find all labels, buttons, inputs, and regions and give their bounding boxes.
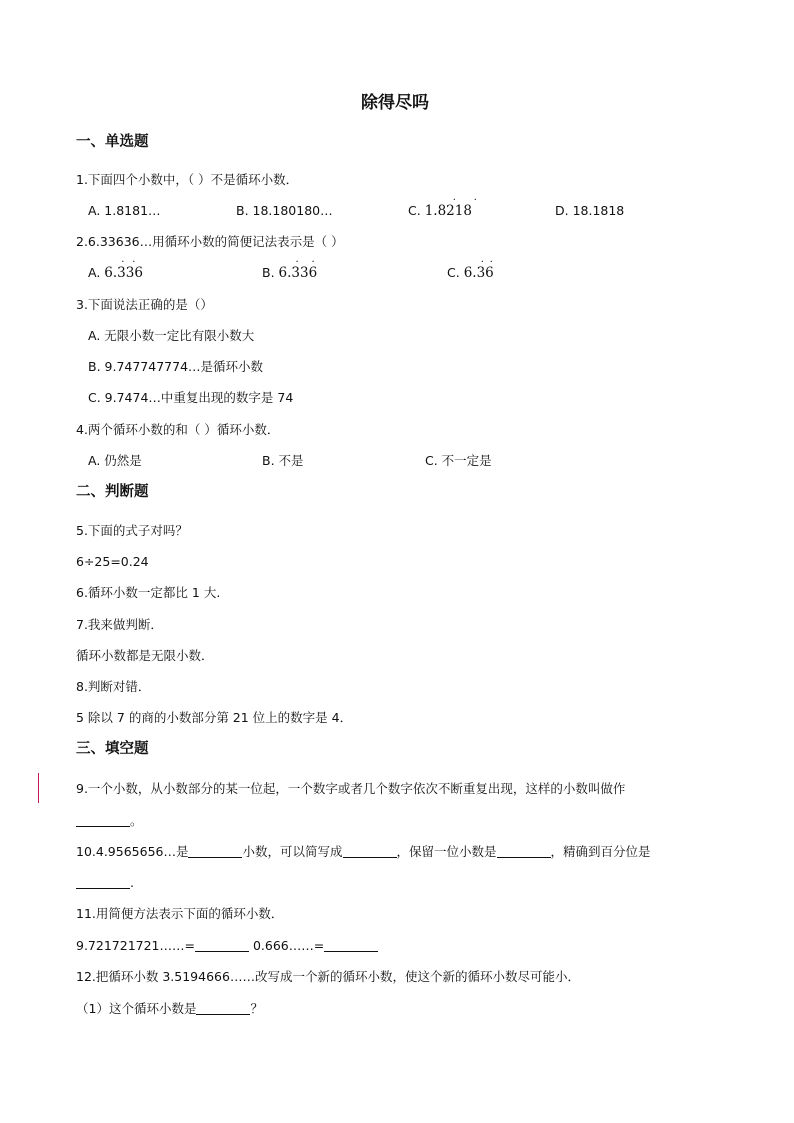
section-heading-true-false: 二、判断题 [76,484,149,500]
repeat-dot-mark: · [452,195,456,206]
q4-option-c: C. 不一定是 [425,453,492,468]
question-3-stem: 3.下面说法正确的是（） [76,297,213,312]
answer-blank[interactable] [324,939,378,952]
question-5-expression: 6÷25=0.24 [76,554,149,569]
repeat-dot-mark: · [132,257,136,268]
repeat-dot-mark: · [489,257,493,268]
q1-option-a: A. 1.8181… [88,203,161,218]
answer-blank[interactable] [195,939,249,952]
question-10-line-2: . [76,875,134,891]
answer-blank[interactable] [76,814,130,827]
answer-blank[interactable] [188,845,242,858]
question-9-line-2: 。 [76,813,143,829]
question-7-statement: 循环小数都是无限小数． [76,648,214,663]
answer-blank[interactable] [497,845,551,858]
question-12-subquestion-1: （1）这个循环小数是 ？ [76,1001,263,1016]
margin-marker [38,773,39,803]
answer-blank[interactable] [343,845,397,858]
q2-option-b: B. · · 6.336 [262,257,318,281]
answer-blank[interactable] [196,1002,250,1015]
q3-option-a: A. 无限小数一定比有限小数大 [88,328,255,343]
q4-option-a: A. 仍然是 [88,453,142,468]
question-11-items: 9.721721721……= 0.666……= [76,938,378,954]
q1-option-c-repeating-decimal: · · 1.8218 [424,195,477,219]
repeat-dot-mark: · [295,257,299,268]
q4-option-b: B. 不是 [262,453,304,468]
q1-option-c [408,195,477,219]
q2-option-a: A. · · 6.336 [88,257,143,281]
repeat-dot-mark: · [473,195,477,206]
question-8-statement: 5 除以 7 的商的小数部分第 21 位上的数字是 4． [76,710,353,725]
q3-option-c: C. 9.7474…中重复出现的数字是 74 [88,390,294,405]
question-1-stem: 1.下面四个小数中，（ ）不是循环小数． [76,172,299,187]
question-12-stem: 12.把循环小数 3.5194666……改写成一个新的循环小数，使这个新的循环小数尽可能小． [76,969,580,984]
q1-option-c-label: C. [408,203,425,218]
question-7-stem: 7.我来做判断． [76,617,163,632]
q1-option-b: B. 18.180180… [236,203,333,218]
section-heading-fill-blank: 三、填空题 [76,741,149,757]
question-8-stem: 8.判断对错． [76,679,151,694]
q2-option-c: C. · · 6.36 [447,257,494,281]
question-6-stem: 6.循环小数一定都比 1 大. [76,585,221,600]
q2-option-b-repeating-decimal: · · 6.336 [278,257,318,281]
question-4-stem: 4.两个循环小数的和（ ）循环小数． [76,422,280,437]
repeat-dot-mark: · [311,257,315,268]
answer-blank[interactable] [76,876,130,889]
q3-option-b: B. 9.747747774…是循环小数 [88,359,264,374]
q2-option-c-repeating-decimal: · · 6.36 [463,257,494,281]
section-heading-single-choice: 一、单选题 [76,134,149,150]
repeat-dot-mark: · [480,257,484,268]
q2-option-a-repeating-decimal: · · 6.336 [104,257,143,281]
q1-option-d: D. 18.1818 [555,203,625,218]
question-9-line-1: 9.一个小数，从小数部分的某一位起，一个数字或者几个数字依次不断重复出现，这样的小数叫做作 [76,781,626,796]
repeat-dot-mark: · [121,257,125,268]
question-5-stem: 5.下面的式子对吗？ [76,523,188,538]
question-10-line-1: 10.4.9565656…是 小数，可以简写成 ，保留一位小数是 ，精确到百分位是 [76,844,651,859]
question-2-stem: 2.6.33636…用循环小数的简便记法表示是（ ） [76,234,344,249]
page-title: 除得尽吗 [361,93,429,113]
question-11-stem: 11.用简便方法表示下面的循环小数． [76,906,284,921]
